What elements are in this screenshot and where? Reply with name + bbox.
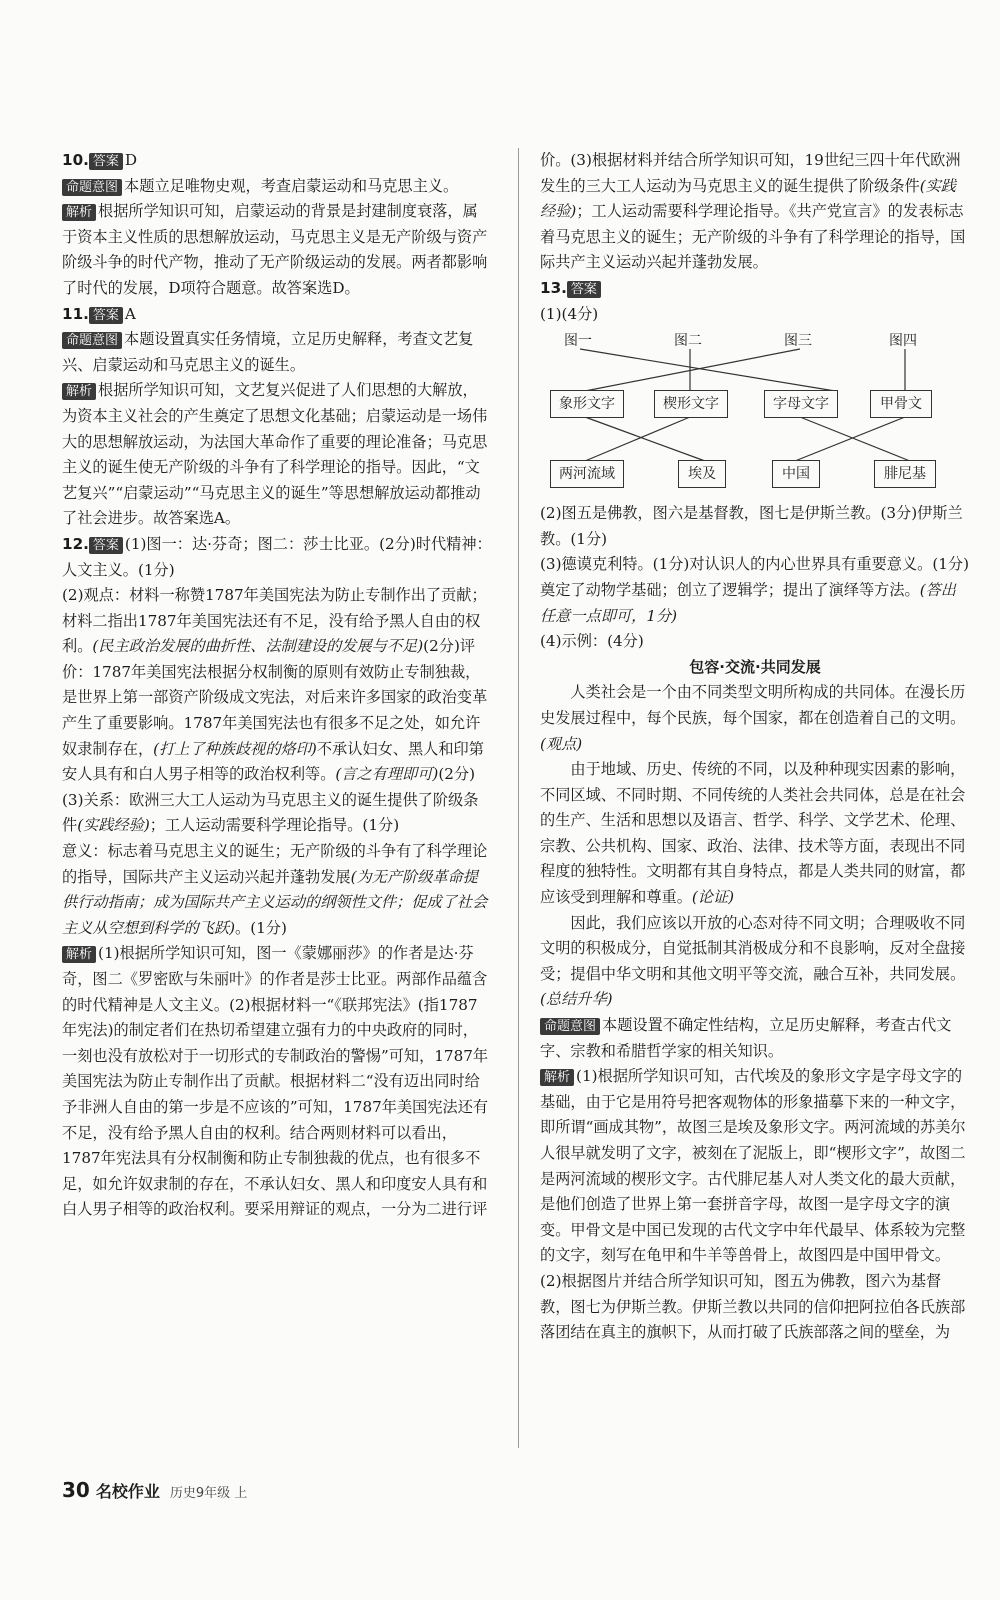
q12-significance-note: (为无产阶级革命提供行动指南；成为国际共产主义运动的纲领性文件；促成了社会主义从空想到科学的飞跃) bbox=[62, 867, 488, 937]
line-hieroglyph-egypt bbox=[585, 417, 705, 461]
answer-tag: 答案 bbox=[567, 281, 601, 298]
q11-answer bbox=[62, 302, 492, 328]
q10-answer-value: D bbox=[124, 151, 138, 169]
box-egypt: 埃及 bbox=[678, 460, 726, 488]
essay-para3-text: 因此，我们应该以开放的心态对待不同文明；合理吸收不同文明的积极成分，自觉抵制其消极成分和不良影响，反对全盘接受；提倡中华文明和其他文明平等交流，融合互补，共同发展。 bbox=[540, 913, 966, 983]
fig2-label: 图二 bbox=[674, 333, 702, 350]
q13-analysis bbox=[540, 1064, 970, 1346]
intent-tag: 命题意图 bbox=[540, 1018, 600, 1035]
q13-intent bbox=[540, 1013, 970, 1064]
q12-analysis-text: (1)根据所学知识可知，图一《蒙娜丽莎》的作者是达·芬奇，图二《罗密欧与朱丽叶》的作者是莎士比亚。两部作品蕴含的时代精神是人文主义。(2)根据材料一“《联邦宪法》(指1787年宪法)的制定者们在热切希望建立强有力的中央政府的同时，一刻也没有放松对于一切形式的专制政治的警惕”可知，1787年美国宪法为防止专制作出了贡献。根据材料二“没有迈出同时给予非洲人自由的第一步是不应该的”可知，1787年美国宪法还有不足，没有给予黑人自由的权利。结合两则材料可以看出，1787年宪法具有分权制衡和防止专制独裁的优点，也有很多不足，如允许奴隶制的存在，不承认妇女、黑人和印度安人具有和白人男子相等的政治权利。要采用辩证的观点，一分为二进行评 bbox=[62, 944, 489, 1219]
q12-part3-text: (3)关系：欧洲三大工人运动为马克思主义的诞生提供了阶级条件 bbox=[62, 790, 479, 835]
q12-significance-text: 意义：标志着马克思主义的诞生；无产阶级的斗争有了科学理论的指导，国际共产主义运动兴起并蓬勃发展 bbox=[62, 842, 488, 886]
q13-part4: (4)示例：(4分) bbox=[540, 632, 644, 651]
q13-part3-note: (答出任意一点即可，1分) bbox=[540, 580, 956, 625]
essay-title: 包容·交流·共同发展 bbox=[689, 657, 821, 676]
essay-para3 bbox=[540, 911, 970, 1013]
q12-analysis-cont-text2: ；工人运动需要科学理论指导。《共产党宣言》的发表标志着马克思主义的诞生；无产阶级的斗争有了科学理论的指导，国际共产主义运动兴起并蓬勃发展。 bbox=[540, 202, 966, 272]
q12-part2-note: (民主政治发展的曲折性、法制建设的发展与不足) bbox=[92, 637, 424, 656]
box-hieroglyph: 象形文字 bbox=[550, 390, 624, 418]
q10-intent-text: 本题立足唯物史观，考查启蒙运动和马克思主义。 bbox=[124, 176, 459, 195]
q11-answer-value: A bbox=[124, 304, 136, 323]
q12-part3-text-cont: ；工人运动需要科学理论指导。(1分) bbox=[149, 816, 400, 835]
matching-diagram bbox=[540, 329, 960, 499]
box-china: 中国 bbox=[772, 460, 820, 488]
page-number: 30 bbox=[62, 1478, 90, 1502]
box-phoenicia: 腓尼基 bbox=[874, 460, 936, 488]
essay-para1-note: (观点) bbox=[540, 734, 583, 753]
box-alphabet: 字母文字 bbox=[764, 390, 838, 418]
q13-part2: (2)图五是佛教，图六是基督教，图七是伊斯兰教。(3分)伊斯兰教。(1分) bbox=[540, 504, 963, 548]
subject-grade: 历史9年级 上 bbox=[169, 1486, 248, 1501]
line-alphabet-phoenicia bbox=[800, 417, 910, 461]
q12-part2-eval-note: (打上了种族歧视的烙印) bbox=[153, 739, 317, 758]
intent-tag: 命题意图 bbox=[62, 179, 122, 196]
q13-part3-text: (3)德谟克利特。(1分)对认识人的内心世界具有重要意义。(1分)奠定了动物学基础；创立了逻辑学；提出了演绎等方法。 bbox=[540, 555, 970, 599]
fig1-label: 图一 bbox=[564, 333, 592, 350]
fig4-label: 图四 bbox=[889, 333, 917, 350]
q12-part2-text: (2)观点：材料一称赞1787年美国宪法为防止专制作出了贡献；材料二指出1787年美国宪法还有不足，没有给予黑人自由的权利。 bbox=[62, 586, 487, 656]
column-divider bbox=[518, 148, 519, 1448]
fig3-label: 图三 bbox=[784, 333, 812, 350]
q12-analysis-cont-text: 价。(3)根据材料并结合所学知识可知，19世纪三四十年代欧洲发生的三大工人运动为马克思主义的诞生提供了阶级条件 bbox=[540, 151, 961, 195]
q12-analysis-continued bbox=[540, 148, 970, 276]
essay-para1 bbox=[540, 680, 970, 757]
q11-analysis-text: 根据所学知识可知，文艺复兴促进了人们思想的大解放，为资本主义社会的产生奠定了思想文化基础；启蒙运动是一场伟大的思想解放运动，为法国大革命作了重要的理论准备；马克思主义的诞生使无产阶级的斗争有了科学理论的指导。因此，“文艺复兴”“启蒙运动”“马克思主义的诞生”等思想解放运动都推动了社会进步。故答案选A。 bbox=[62, 381, 488, 528]
intent-tag: 命题意图 bbox=[62, 332, 122, 349]
analysis-tag: 解析 bbox=[62, 204, 96, 221]
essay-para1-text: 人类社会是一个由不同类型文明所构成的共同体。在漫长历史发展过程中，每个民族，每个国家，都在创造着自己的文明。 bbox=[540, 683, 966, 727]
box-oracle-bone: 甲骨文 bbox=[870, 390, 932, 418]
answer-tag: 答案 bbox=[89, 153, 123, 170]
q12-number: 12. bbox=[62, 534, 89, 553]
q12-significance bbox=[62, 839, 492, 941]
q13-intent-text: 本题设置不确定性结构，立足历史解释，考查古代文字、宗教和希腊哲学家的相关知识。 bbox=[540, 1016, 952, 1060]
analysis-tag: 解析 bbox=[540, 1069, 574, 1086]
q12-answer bbox=[62, 532, 492, 583]
right-column bbox=[540, 148, 970, 1346]
q12-significance-score: 。(1分) bbox=[235, 918, 287, 937]
q11-number: 11. bbox=[62, 304, 89, 323]
box-cuneiform: 楔形文字 bbox=[654, 390, 728, 418]
book-title: 名校作业 bbox=[95, 1482, 160, 1501]
q12-part2-any-reasonable: (言之有理即可) bbox=[335, 765, 439, 784]
page-footer bbox=[62, 1478, 247, 1502]
answer-tag: 答案 bbox=[89, 537, 123, 554]
q12-part2-score: (2分) bbox=[438, 765, 476, 784]
q13-part1: (1)(4分) bbox=[540, 304, 599, 323]
answer-tag: 答案 bbox=[89, 307, 123, 324]
q11-intent-text: 本题设置真实任务情境，立足历史解释，考查文艺复兴、启蒙运动和马克思主义的诞生。 bbox=[62, 330, 474, 374]
q13-number: 13. bbox=[540, 278, 567, 297]
q12-part2-eval: (2分)评价：1787年美国宪法根据分权制衡的原则有效防止专制独裁，是世界上第一部资产阶级成文宪法，对后来许多国家的政治变革产生了重要影响。1787年美国宪法也有很多不足之处，如允许奴隶制存在， bbox=[62, 637, 488, 758]
q12-part3 bbox=[62, 788, 492, 839]
q12-part2-eval-cont: 不承认妇女、黑人和印第安人具有和白人男子相等的政治权利等。 bbox=[62, 739, 484, 784]
q12-analysis bbox=[62, 941, 492, 1223]
left-column bbox=[62, 148, 492, 1223]
q10-number: 10. bbox=[62, 151, 89, 169]
q10-analysis-text: 根据所学知识可知，启蒙运动的背景是封建制度衰落，属于资本主义性质的思想解放运动，马克思主义是无产阶级与资产阶级斗争的时代产物，推动了无产阶级运动的发展。两者都影响了时代的发展，D项符合题意。故答案选D。 bbox=[62, 202, 488, 297]
q11-analysis bbox=[62, 378, 492, 532]
q13-answer bbox=[540, 276, 970, 302]
q12-part1: (1)图一：达·芬奇；图二：莎士比亚。(2分)时代精神：人文主义。(1分) bbox=[62, 534, 492, 579]
q12-part2 bbox=[62, 583, 492, 788]
q10-answer bbox=[62, 148, 492, 174]
essay-para2-note: (论证) bbox=[691, 888, 735, 907]
analysis-tag: 解析 bbox=[62, 383, 96, 400]
analysis-tag: 解析 bbox=[62, 946, 96, 963]
line-oracle-china bbox=[795, 417, 905, 461]
essay-para2 bbox=[540, 757, 970, 911]
q13-analysis-text: (1)根据所学知识可知，古代埃及的象形文字是字母文字的基础，由于它是用符号把客观物体的形象描摹下来的一种文字，即所谓“画成其物”，故图三是埃及象形文字。两河流域的苏美尔人很早就发明了文字，被刻在了泥版上，即“楔形文字”，故图二是两河流域的楔形文字。古代腓尼基人对人类文化的最大贡献，是他们创造了世界上第一套拼音字母，故图一是字母文字的演变。甲骨文是中国已发现的古代文字中年代最早、体系较为完整的文字，刻写在龟甲和牛羊等兽骨上，故图四是中国甲骨文。(2)根据图片并结合所学知识可知，图五为佛教，图六为基督教，图七为伊斯兰教。伊斯兰教以共同的信仰把阿拉伯各氏族部落团结在真主的旗帜下，从而打破了氏族部落之间的壁垒，为 bbox=[540, 1067, 966, 1342]
q12-analysis-cont-note: (实践经验) bbox=[540, 176, 956, 221]
q13-part3 bbox=[540, 552, 970, 629]
q10-analysis bbox=[62, 199, 492, 301]
line-cuneiform-mesopotamia bbox=[585, 417, 690, 461]
essay-para2-text: 由于地域、历史、传统的不同，以及种种现实因素的影响，不同区域、不同时期、不同传统的人类社会共同体，总是在社会的生产、生活和思想以及语言、哲学、科学、文学艺术、伦理、宗教、公共机构、国家、政治、法律、技术等方面，表现出不同程度的独特性。文明都有其自身特点，都是人类共同的财富，都应该受到理解和尊重。 bbox=[540, 760, 966, 907]
q10-intent bbox=[62, 174, 492, 200]
box-mesopotamia: 两河流域 bbox=[550, 460, 624, 488]
q11-intent bbox=[62, 327, 492, 378]
essay-para3-note: (总结升华) bbox=[540, 990, 613, 1009]
q12-part3-note: (实践经验) bbox=[77, 816, 150, 835]
